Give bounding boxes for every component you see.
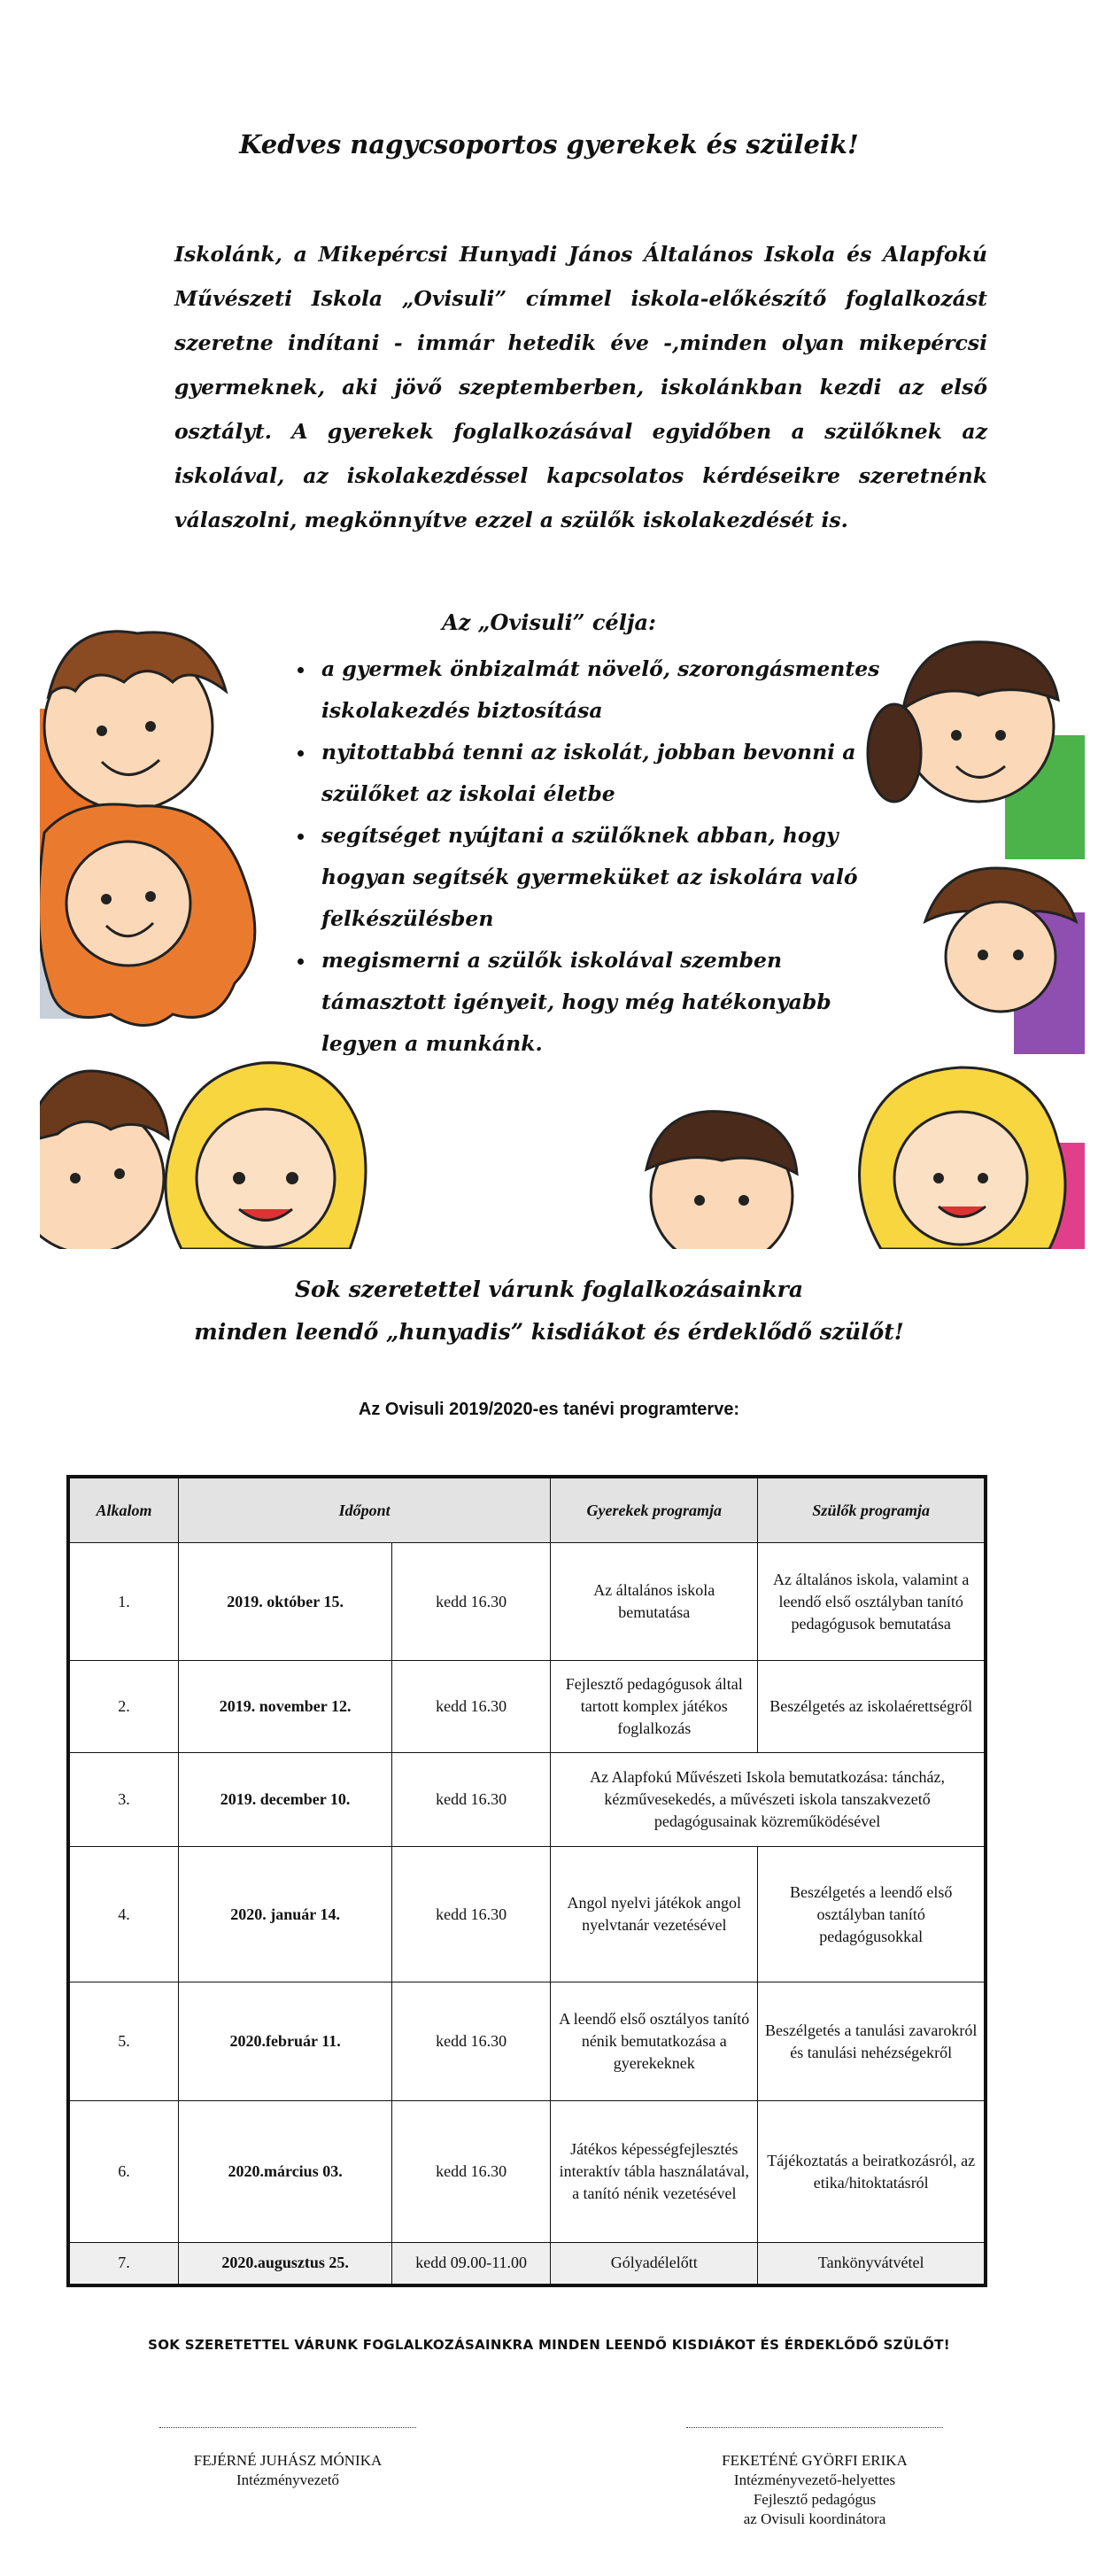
cell-parents-program: Beszélgetés az iskolaérettségről: [758, 1661, 986, 1753]
cell-parents-program: Az általános iskola, valamint a leendő első osztályban tanító pedagógusok bemutatása: [758, 1543, 986, 1661]
signature-left: [155, 2427, 421, 2490]
signatory-role: Intézményvezető: [236, 2471, 340, 2488]
signature-right: [682, 2427, 947, 2529]
cell-kids-program: Angol nyelvi játékok angol nyelvtanár vezetésével: [551, 1847, 758, 1982]
cell-parents-program: Tájékoztatás a beiratkozásról, az etika/hitoktatásról: [758, 2101, 986, 2243]
goals-list: [276, 648, 883, 1065]
goal-item: • megismerni a szülők iskolával szemben támasztott igényeit, hogy még hatékonyabb legyen a munkánk.: [316, 940, 883, 1065]
cell-number: 5.: [68, 1982, 179, 2101]
signatory-name: FEJÉRNÉ JUHÁSZ MÓNIKA: [193, 2452, 383, 2469]
header-gyerekek: Gyerekek programja: [551, 1477, 758, 1543]
cell-time: kedd 16.30: [392, 1753, 551, 1847]
table-row: [68, 1847, 986, 1982]
closing-line-1: Sok szeretettel várunk foglalkozásainkra: [294, 1276, 804, 1302]
cell-date: 2020.március 03.: [179, 2101, 392, 2243]
cell-number: 2.: [68, 1661, 179, 1753]
cell-number: 4.: [68, 1847, 179, 1982]
bottom-invitation: SOK SZERETETTEL VÁRUNK FOGLALKOZÁSAINKRA MINDEN LEENDŐ KISDIÁKOT ÉS ÉRDEKLŐDŐ SZÜLŐT!: [148, 2337, 950, 2353]
cell-parents-program: Beszélgetés a tanulási zavarokról és tanulási nehézségekről: [758, 1982, 986, 2101]
signature-line: [686, 2427, 943, 2428]
cell-date: 2019. október 15.: [179, 1543, 392, 1661]
table-row: [68, 1543, 986, 1661]
goals-title: Az „Ovisuli” célja:: [442, 609, 656, 635]
cell-kids-program: A leendő első osztályos tanító nénik bemutatkozása a gyerekeknek: [551, 1982, 758, 2101]
girl-blonde-bottom-illustration: [166, 1063, 366, 1249]
cell-time: kedd 16.30: [392, 1661, 551, 1753]
cell-time: kedd 16.30: [392, 2101, 551, 2243]
cell-date: 2019. december 10.: [179, 1753, 392, 1847]
cell-time: kedd 16.30: [392, 1847, 551, 1982]
table-row: [68, 2101, 986, 2243]
signatory-role: Fejlesztő pedagógus: [753, 2491, 877, 2508]
signature-line: [159, 2427, 416, 2428]
boy-bottom-right-illustration: [646, 1112, 797, 1249]
cell-parents-program: Tankönyvátvétel: [758, 2243, 986, 2285]
cell-kids-program: Gólyadélelőtt: [551, 2243, 758, 2285]
cell-date: 2019. november 12.: [179, 1661, 392, 1753]
goal-item: • a gyermek önbizalmát növelő, szorongásmentes iskolakezdés biztosítása: [316, 648, 883, 732]
goal-item: • segítséget nyújtani a szülőknek abban, hogy hogyan segítsék gyermeküket az iskolára való felkészülésben: [316, 815, 883, 940]
closing-message: [0, 1269, 1098, 1354]
cell-number: 1.: [68, 1543, 179, 1661]
cell-kids-program: Fejlesztő pedagógusok által tartott komplex játékos foglalkozás: [551, 1661, 758, 1753]
table-row: [68, 2243, 986, 2285]
cell-number: 3.: [68, 1753, 179, 1847]
header-idopont: Időpont: [179, 1477, 551, 1543]
cell-number: 7.: [68, 2243, 179, 2285]
cell-date: 2020. január 14.: [179, 1847, 392, 1982]
signatory-role: Intézményvezető-helyettes: [733, 2471, 896, 2488]
cell-number: 6.: [68, 2101, 179, 2243]
closing-line-2: minden leendő „hunyadis” kisdiákot és érdeklődő szülőt!: [194, 1319, 904, 1345]
table-row: [68, 1661, 986, 1753]
program-title: Az Ovisuli 2019/2020-es tanévi programterve:: [358, 1400, 740, 1419]
intro-paragraph: Iskolánk, a Mikepércsi Hunyadi János Általános Iskola és Alapfokú Művészeti Iskola „Ovisuli” címmel iskola-előkészítő foglalkozást szeretne indítani - immár hetedik éve -,minden olyan mikepércsi gyermeknek, aki jövő szeptemberben, iskolánkban kezdi az első osztályt. A gyerekek foglalkozásával egyidőben a szülőknek az iskolával, az iskolakezdéssel kapcsolatos kérdéseikre szeretnénk válaszolni, megkönnyítve ezzel a szülők iskolakezdését is.: [174, 242, 987, 532]
cell-merged-program: Az Alapfokú Művészeti Iskola bemutatkozása: táncház, kézművesekedés, a művészeti iskola tanszakvezető pedagógusainak közreműködésével: [551, 1753, 986, 1847]
program-table: [66, 1475, 987, 2287]
cell-time: kedd 09.00-11.00: [392, 2243, 551, 2285]
girl-blonde-right-illustration: [860, 1067, 1086, 1249]
table-header-row: [68, 1477, 986, 1543]
cell-parents-program: Beszélgetés a leendő első osztályban tanító pedagógusokkal: [758, 1847, 986, 1982]
cell-time: kedd 16.30: [392, 1982, 551, 2101]
boy-bottom-left-illustration: [40, 1071, 168, 1249]
goal-item: • nyitottabbá tenni az iskolát, jobban bevonni a szülőket az iskolai életbe: [316, 732, 883, 815]
page-title: Kedves nagycsoportos gyerekek és szüleik!: [239, 129, 859, 159]
signatory-name: FEKETÉNÉ GYÖRFI ERIKA: [722, 2452, 908, 2469]
signatory-role: az Ovisuli koordinátora: [743, 2510, 886, 2527]
cell-time: kedd 16.30: [392, 1543, 551, 1661]
cell-date: 2020.február 11.: [179, 1982, 392, 2101]
table-row: [68, 1753, 986, 1847]
cell-date: 2020.augusztus 25.: [179, 2243, 392, 2285]
girl-red-hair-illustration: [40, 804, 255, 1026]
header-szulok: Szülők programja: [758, 1477, 986, 1543]
girl-curly-hair-illustration: [925, 868, 1085, 1054]
cell-kids-program: Az általános iskola bemutatása: [551, 1543, 758, 1661]
header-alkalom: Alkalom: [68, 1477, 179, 1543]
girl-pigtails-illustration: [868, 642, 1085, 859]
cell-kids-program: Játékos képességfejlesztés interaktív tábla használatával, a tanító nénik vezetésével: [551, 2101, 758, 2243]
table-row: [68, 1982, 986, 2101]
